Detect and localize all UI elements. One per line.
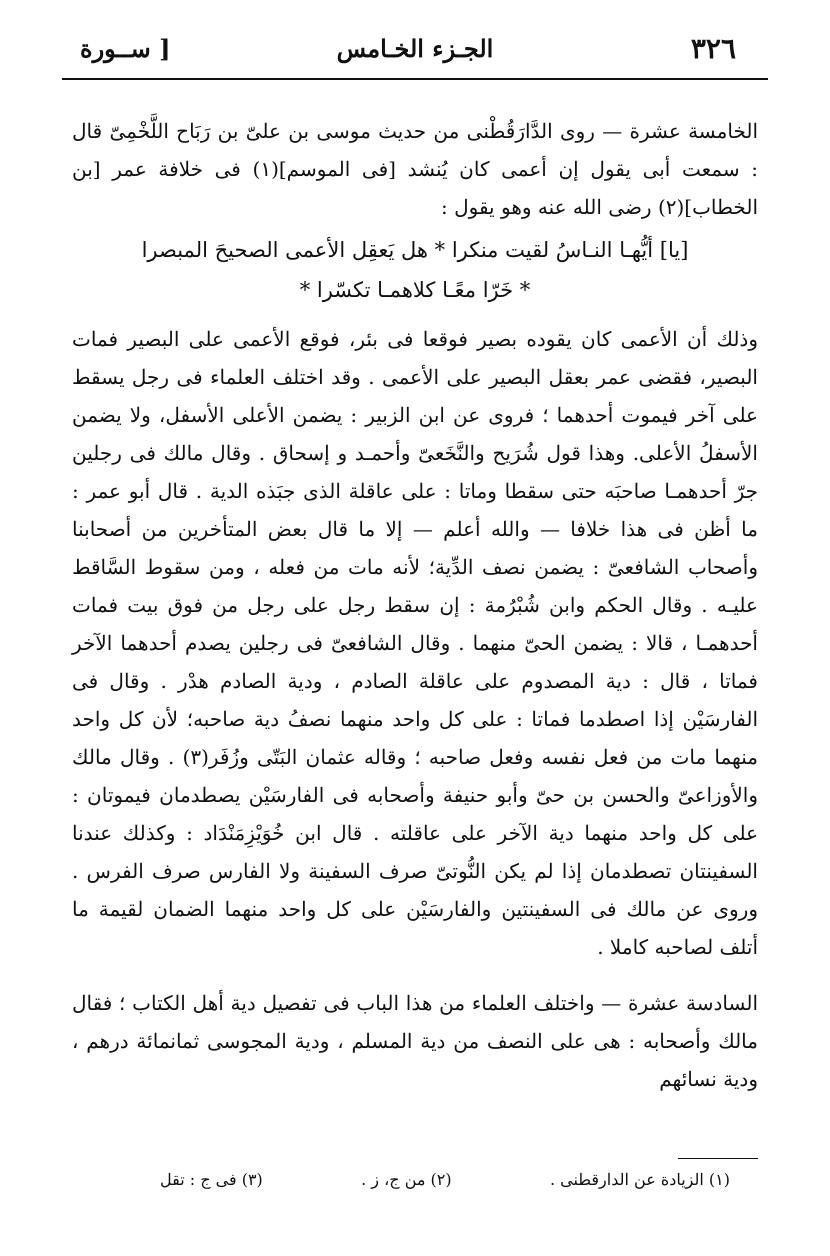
running-title: الجـزء الخـامس <box>336 34 494 63</box>
paragraph-sixteenth: السادسة عشرة — واختلف العلماء من هذا الباب فى تفصيل دية أهل الكتاب ؛ فقال مالك وأصحابه : هى على النصف من دية المسلم ، ودية المجوسى ثمانمائة درهم ، ودية نسائهم <box>72 991 758 1091</box>
page-number: ٣٢٦ <box>690 32 736 65</box>
footnote-3: (٣) فى ج : تقل <box>160 1170 263 1189</box>
footnote-2: (٢) من ج، ز . <box>361 1170 452 1189</box>
verse <box>72 230 758 310</box>
paragraph-fifteenth: الخامسة عشرة — روى الدَّارَقُطْنى من حديث موسى بن علىّ بن رَبَاح اللَّخْمِىّ قال : سمعت أبى يقول إن أعمى كان يُنشد [فى الموسم](١) فى خلافة عمر [بن الخطاب](٢) رضى الله عنه وهو يقول : <box>72 119 758 219</box>
verse-line-2: * خَرّا معًـا كلاهمـا تكسّرا * <box>299 278 531 302</box>
section-label: [ ســورة <box>80 34 171 63</box>
header-rule <box>62 78 768 80</box>
footnote-rule <box>678 1158 758 1159</box>
page-header <box>62 28 768 76</box>
paragraph-commentary: وذلك أن الأعمى كان يقوده بصير فوقعا فى بئر، فوقع الأعمى على البصير فمات البصير، فقضى عمر بعقل البصير على الأعمى . وقد اختلف العلماء فى رجل يسقط على آخر فيموت أحدهما ؛ فروى عن ابن الزبير : يضمن الأعلى الأسفل، ولا يضمن الأسفلُ الأعلى. وهذا قول شُرَيح والنَّخَعىّ وأحمـد و إسحاق . وقال مالك فى رجلين جرّ أحدهمـا صاحبَه حتى سقطا وماتا : على عاقلة الذى جبَذه الدية . قال أبو عمر : ما أظن فى هذا خلافا — والله أعلم — إلا ما قال بعض المتأخرين من أصحابنا وأصحاب الشافعىّ : يضمن نصف الدِّية؛ لأنه مات من فعله ، ومن سقوط السَّاقط عليـه . وقال الحكم وابن شُبْرُمة : إن سقط رجل على رجل من فوق بيت فمات أحدهمـا ، قالا : يضمن الحىّ منهما . وقال الشافعىّ فى رجلين يصدم أحدهما الآخر فماتا ، قال : دية المصدوم على عاقلة الصادم ، ودية الصادم هدْر . وقال فى الفارسَيْن إذا اصطدما فماتا : على كل واحد منهما نصفُ دية صاحبه؛ لأن كل واحد منهما مات من فعل نفسه وفعل صاحبه ؛ وقاله عثمان البَتّى وزُفَر(٣) . وقال مالك والأوزاعىّ والحسن بن حىّ وأبو حنيفة وأصحابه فى الفارسَيْن يصطدمان فيموتان : على كل واحد منهما دية الآخر على عاقلته . قال ابن خُوَيْزِمَنْدَاد : وكذلك عندنا السفينتان تصطدمان إذا لم يكن النُّوتىّ صرف السفينة ولا الفارس صرف الفرس . وروى عن مالك فى السفينتين والفارسَيْن على كل واحد منهما الضمان لقيمة ما أتلف لصاحبه كاملا . <box>72 327 758 959</box>
main-text <box>72 112 758 1098</box>
footnotes <box>160 1170 730 1189</box>
footnote-1: (١) الزيادة عن الدارقطنى . <box>549 1170 730 1189</box>
verse-line-1: [يا] أيُّهـا النـاسُ لقيت منكرا * هل يَعقِل الأعمى الصحيحَ المبصرا <box>141 238 689 262</box>
